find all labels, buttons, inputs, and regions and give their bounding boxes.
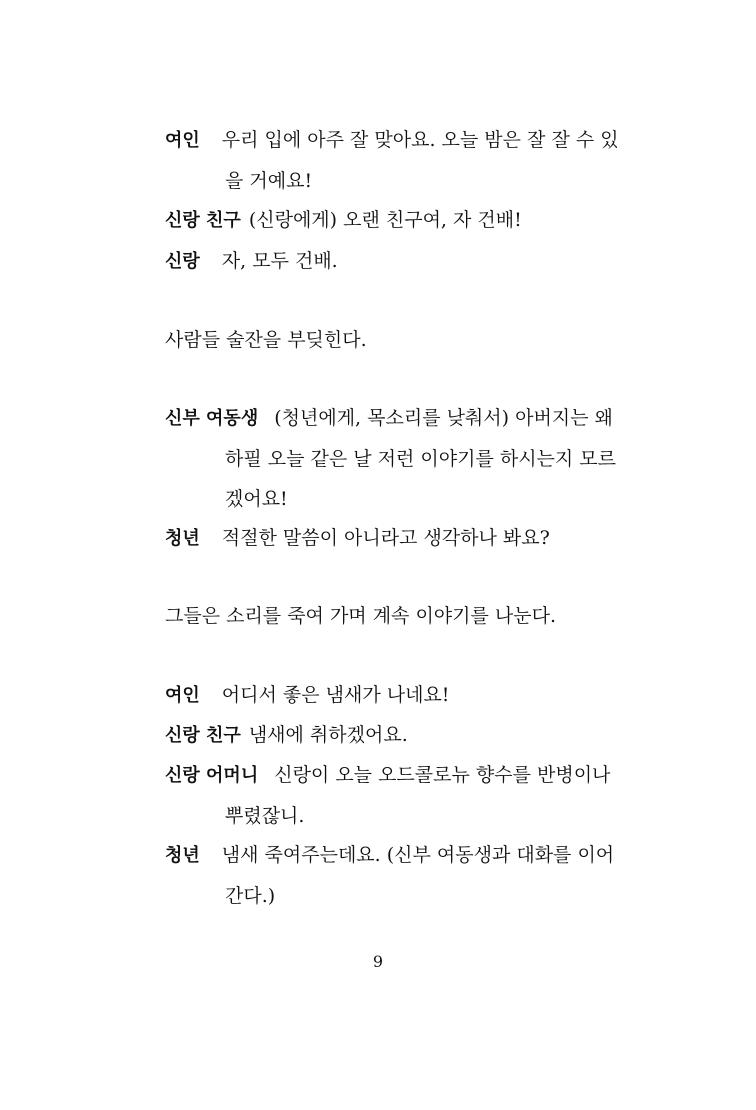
dialogue-continuation: 간다.) (225, 885, 276, 907)
dialogue-text: 우리 입에 아주 잘 맞아요. 오늘 밤은 잘 잘 수 있 (221, 129, 619, 151)
dialogue-line (165, 715, 635, 756)
speaker-name: 신부 여동생 (165, 408, 259, 429)
dialogue-text: 자, 모두 건배. (221, 250, 338, 272)
speaker-name: 여인 (165, 685, 200, 706)
dialogue-continuation: 뿌렸잖니. (225, 805, 305, 827)
dialogue-text: 어디서 좋은 냄새가 나네요! (221, 684, 450, 706)
speaker-name: 청년 (165, 845, 200, 866)
dialogue-continuation: 하필 오늘 같은 날 저런 이야기를 하시는지 모르 (225, 448, 617, 470)
dialogue-text: 신랑이 오늘 오드콜로뉴 향수를 반병이나 (274, 764, 611, 786)
stage-direction: 사람들 술잔을 부딪힌다. (165, 329, 367, 351)
dialogue-text: 냄새에 취하겠어요. (248, 724, 408, 746)
speaker-name: 신랑 (165, 251, 200, 272)
speaker-name: 신랑 어머니 (165, 765, 259, 786)
dialogue-line (165, 200, 635, 241)
dialogue-continuation: 겠어요! (225, 488, 288, 510)
speaker-name: 신랑 친구 (165, 210, 241, 231)
speaker-name: 여인 (165, 130, 200, 151)
dialogue-line (165, 518, 635, 559)
dialogue-text: (신랑에게) 오랜 친구여, 자 건배! (248, 209, 522, 231)
dialogue-line (165, 120, 635, 201)
stage-direction: 그들은 소리를 죽여 가며 계속 이야기를 나눈다. (165, 605, 557, 627)
dialogue-line (165, 398, 635, 519)
speaker-name: 신랑 친구 (165, 725, 241, 746)
page-number: 9 (372, 952, 384, 971)
dialogue-text: 적절한 말씀이 아니라고 생각하나 봐요? (221, 527, 550, 549)
dialogue-line (165, 241, 635, 282)
dialogue-line (165, 835, 635, 916)
dialogue-continuation: 을 거예요! (225, 170, 313, 192)
dialogue-text: 냄새 죽여주는데요. (신부 여동생과 대화를 이어 (221, 844, 615, 866)
speaker-name: 청년 (165, 528, 200, 549)
dialogue-text: (청년에게, 목소리를 낮춰서) 아버지는 왜 (274, 407, 613, 429)
dialogue-line (165, 675, 635, 716)
dialogue-line (165, 755, 635, 836)
